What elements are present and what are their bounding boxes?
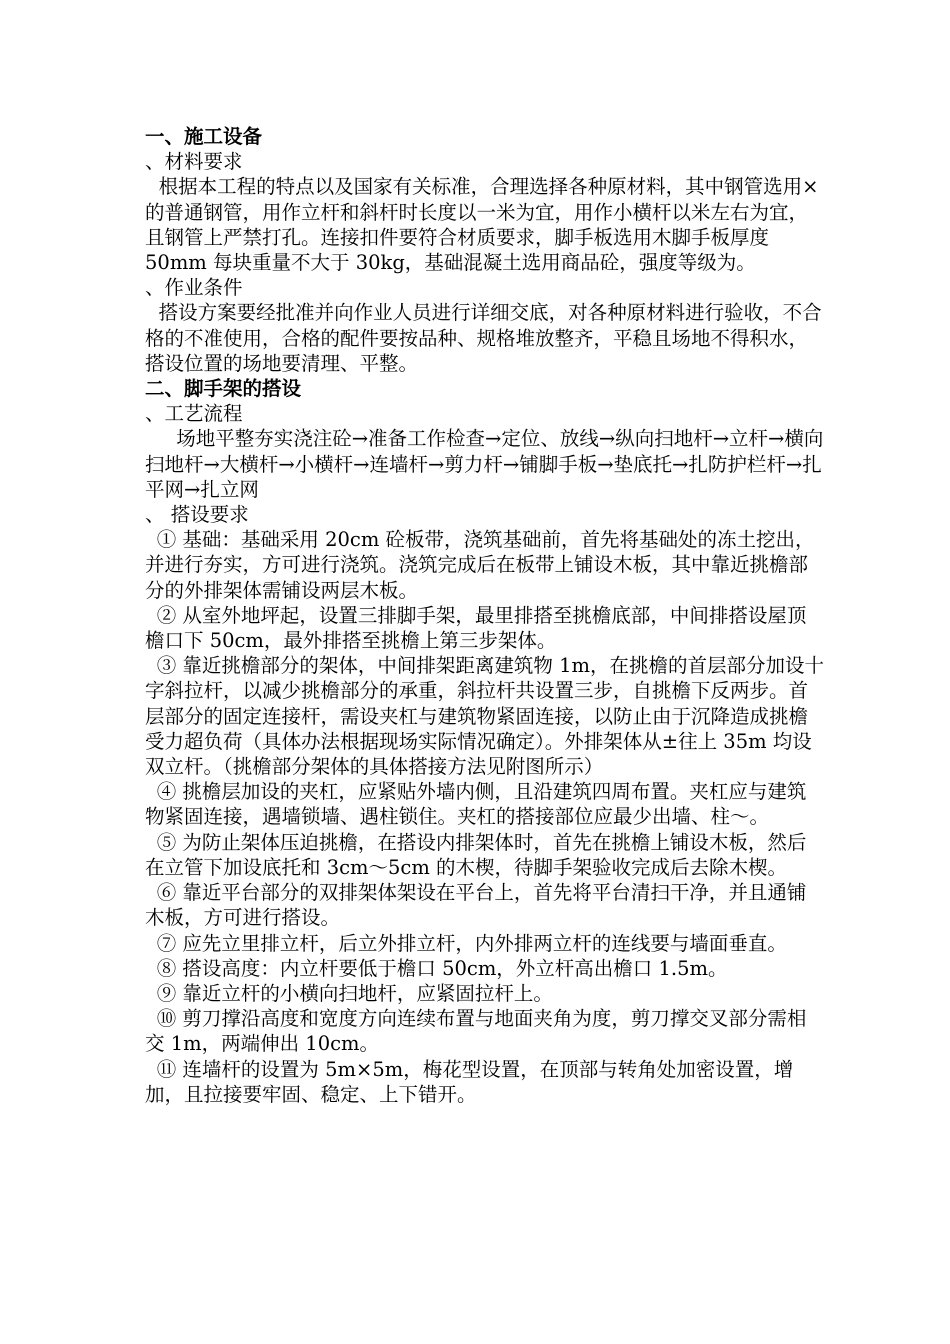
- subheading-process-flow: 、工艺流程: [145, 402, 243, 426]
- list-item: ⑧ 搭设高度：内立杆要低于檐口 50cm，外立杆高出檐口 1.5m。: [156, 956, 728, 980]
- paragraph-materials: 根据本工程的特点以及国家有关标准，合理选择各种原材料，其中钢管选用×的普通钢管，用作立杆和斜杆时长度以一米为宜，用作小横杆以米左右为宜，且钢管上严禁打孔。连接扣件要符合材质要求，脚手板选用木脚手板厚度 50mm 每块重量不大于 30kg，基础混凝土选用商品砼，强度等级为。: [145, 175, 819, 275]
- subheading-erection-requirements: 、 搭设要求: [145, 503, 249, 527]
- paragraph-work-conditions: 搭设方案要经批准并向作业人员进行详细交底，对各种原材料进行验收，不合格的不准使用，合格的配件要按品种、规格堆放整齐，平稳且场地不得积水，搭设位置的场地要清理、平整。: [145, 301, 822, 375]
- list-item: ④ 挑檐层加设的夹杠，应紧贴外墙内侧，且沿建筑四周布置。夹杠应与建筑物紧固连接，遇墙锁墙、遇柱锁住。夹杠的搭接部位应最少出墙、柱～。: [145, 780, 807, 829]
- list-item: ③ 靠近挑檐部分的架体，中间排架距离建筑物 1m，在挑檐的首层部分加设十字斜拉杆，以减少挑檐部分的承重，斜拉杆共设置三步，自挑檐下反两步。首层部分的固定连接杆，需设夹杠与建筑物紧固连接，以防止由于沉降造成挑檐受力超负荷（具体办法根据现场实际情况确定）。外排架体从±往上 35m 均设双立杆。（挑檐部分架体的具体搭接方法见附图所示）: [145, 654, 824, 779]
- list-item: ⑪ 连墙杆的设置为 5m×5m，梅花型设置，在顶部与转角处加密设置，增加，且拉接要牢固、稳定、上下错开。: [145, 1057, 794, 1106]
- list-item: ② 从室外地坪起，设置三排脚手架，最里排搭至挑檐底部，中间排搭设屋顶檐口下 50cm，最外排搭至挑檐上第三步架体。: [145, 603, 807, 653]
- document-body: [145, 124, 825, 1107]
- list-item: ⑤ 为防止架体压迫挑檐，在搭设内排架体时，首先在挑檐上铺设木板，然后在立管下加设底托和 3cm～5cm 的木楔，待脚手架验收完成后去除木楔。: [145, 830, 807, 879]
- list-item: ⑦ 应先立里排立杆，后立外排立杆，内外排两立杆的连线要与墙面垂直。: [156, 931, 787, 955]
- list-item: ① 基础：基础采用 20cm 砼板带，浇筑基础前，首先将基础处的冻土挖出，并进行夯实，方可进行浇筑。浇筑完成后在板带上铺设木板，其中靠近挑檐部分的外排架体需铺设两层木板。: [145, 528, 815, 602]
- subheading-work-conditions: 、作业条件: [145, 276, 243, 300]
- list-item: ⑨ 靠近立杆的小横向扫地杆，应紧固拉杆上。: [156, 981, 553, 1005]
- list-item: ⑥ 靠近平台部分的双排架体架设在平台上，首先将平台清扫干净，并且通铺木板，方可进行搭设。: [145, 881, 807, 930]
- section-heading-equipment: 一、施工设备: [145, 125, 263, 148]
- list-item: ⑩ 剪刀撑沿高度和宽度方向连续布置与地面夹角为度，剪刀撑交叉部分需相交 1m，两端伸出 10cm。: [145, 1007, 807, 1056]
- section-heading-scaffold-erection: 二、脚手架的搭设: [145, 377, 302, 401]
- subheading-material-requirements: 、材料要求: [145, 150, 243, 174]
- paragraph-process-flow: 场地平整夯实浇注砼→准备工作检查→定位、放线→纵向扫地杆→立杆→横向扫地杆→大横杆→小横杆→连墙杆→剪力杆→铺脚手板→垫底托→扎防护栏杆→扎平网→扎立网: [145, 427, 824, 501]
